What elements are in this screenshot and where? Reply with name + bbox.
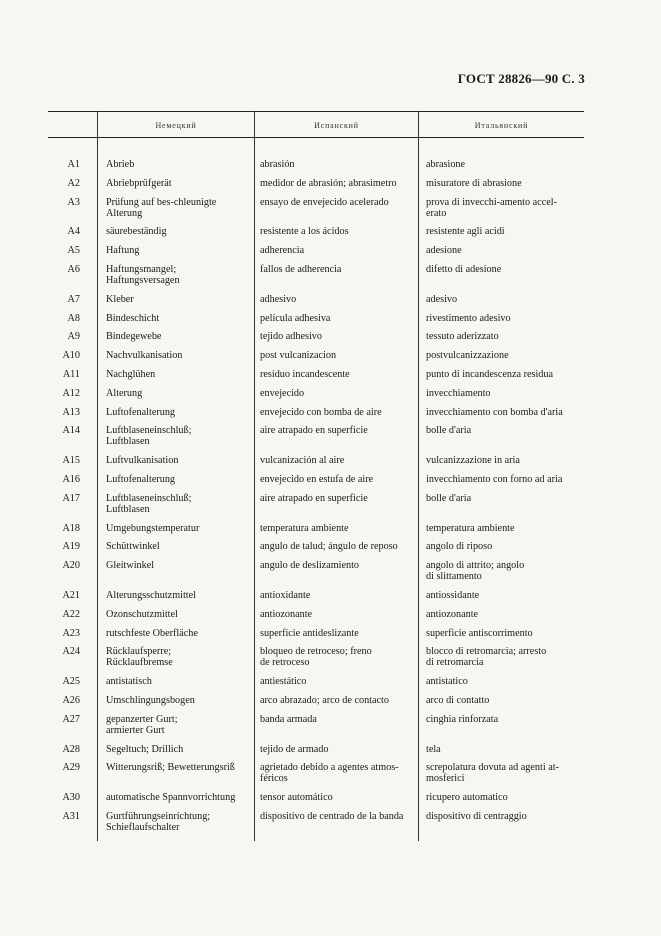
term-italian	[426, 407, 586, 418]
term-code: A2	[67, 177, 80, 189]
term-spanish-line: envejecido	[260, 387, 305, 399]
term-spanish	[260, 226, 420, 237]
term-spanish	[260, 425, 420, 436]
table-row	[48, 388, 584, 407]
term-code: A30	[62, 792, 80, 804]
term-code: A8	[67, 312, 80, 324]
term-italian-line: prova di invecchi-amento accel-	[426, 196, 557, 208]
table-row	[48, 331, 584, 350]
terms-table-body	[48, 159, 584, 841]
term-italian-line: mosferici	[426, 773, 465, 785]
term-italian-line: arco di contatto	[426, 694, 490, 706]
term-german-line: armierter Gurt	[106, 724, 165, 736]
term-italian	[426, 245, 586, 256]
table-row	[48, 474, 584, 493]
term-spanish-line: tejido de armado	[260, 743, 329, 755]
term-italian-line: rivestimento adesivo	[426, 312, 511, 324]
term-italian	[426, 628, 586, 639]
term-italian	[426, 695, 586, 706]
term-german-line: Schüttwinkel	[106, 541, 160, 553]
term-german	[106, 331, 256, 342]
term-italian	[426, 350, 586, 361]
term-spanish-line: envejecido en estufa de aire	[260, 473, 374, 485]
term-spanish	[260, 646, 420, 668]
term-italian-line: temperatura ambiente	[426, 522, 515, 534]
term-italian	[426, 226, 586, 237]
term-italian	[426, 541, 586, 552]
term-italian-line: angolo di attrito; angolo	[426, 560, 525, 572]
term-code: A12	[62, 387, 80, 399]
term-code: A5	[67, 245, 80, 257]
term-spanish	[260, 264, 420, 275]
term-spanish	[260, 744, 420, 755]
table-row	[48, 541, 584, 560]
term-code: A1	[67, 159, 80, 170]
term-spanish-line: adhesivo	[260, 293, 297, 305]
term-italian-line: abrasione	[426, 159, 466, 170]
table-row	[48, 560, 584, 590]
term-spanish	[260, 628, 420, 639]
term-spanish-line: angulo de deslizamiento	[260, 560, 360, 572]
term-code: A24	[62, 646, 80, 658]
term-italian-line: antistatico	[426, 676, 468, 688]
term-spanish-line: tejido adhesivo	[260, 331, 322, 343]
term-german-line: Luftvulkanisation	[106, 455, 179, 467]
term-spanish-line: ensayo de envejecido acelerado	[260, 196, 389, 208]
term-german	[106, 762, 256, 773]
term-german-line: Alterung	[106, 387, 143, 399]
term-german	[106, 294, 256, 305]
term-spanish	[260, 178, 420, 189]
term-spanish-line: adherencia	[260, 245, 305, 257]
term-spanish	[260, 331, 420, 342]
table-row	[48, 811, 584, 841]
term-spanish	[260, 313, 420, 324]
term-code: A25	[62, 676, 80, 688]
term-italian-line: superficie antiscorrimento	[426, 627, 533, 639]
term-italian	[426, 197, 586, 219]
term-italian	[426, 425, 586, 436]
term-spanish-line: medidor de abrasión; abrasimetro	[260, 177, 397, 189]
term-code: A11	[62, 368, 80, 380]
term-german-line: Nachvulkanisation	[106, 350, 183, 362]
term-spanish-line: post vulcanizacion	[260, 350, 337, 362]
table-row	[48, 264, 584, 294]
term-italian-line: invecchiamento con bomba d'aria	[426, 406, 563, 418]
term-german	[106, 676, 256, 687]
term-italian	[426, 369, 586, 380]
table-row	[48, 762, 584, 792]
table-row	[48, 159, 584, 178]
term-german	[106, 455, 256, 466]
term-italian	[426, 646, 586, 668]
term-german-line: Nachglühen	[106, 368, 156, 380]
term-code: A14	[62, 425, 80, 437]
term-italian-line: di slittamento	[426, 571, 482, 583]
term-spanish	[260, 714, 420, 725]
term-spanish-line: banda armada	[260, 713, 317, 725]
term-code: A21	[62, 589, 80, 601]
term-italian	[426, 609, 586, 620]
term-spanish-line: arco abrazado; arco de contacto	[260, 694, 389, 706]
term-german	[106, 493, 256, 515]
term-german-line: Abrieb	[106, 159, 135, 170]
term-german-line: automatische Spannvorrichtung	[106, 792, 236, 804]
term-code: A20	[62, 560, 80, 572]
term-italian-line: punto di incandescenza residua	[426, 368, 554, 380]
term-german-line: Umgebungstemperatur	[106, 522, 200, 534]
term-german-line: Alterungsschutzmittel	[106, 589, 196, 601]
term-code: A29	[62, 762, 80, 774]
term-spanish	[260, 197, 420, 208]
term-german	[106, 407, 256, 418]
term-italian-line: ricupero automatico	[426, 792, 508, 804]
term-spanish-line: antiestático	[260, 676, 307, 688]
table-row	[48, 609, 584, 628]
table-row	[48, 646, 584, 676]
term-german-line: rutschfeste Oberfläche	[106, 627, 198, 639]
term-german-line: Schieflaufschalter	[106, 821, 180, 833]
term-german-line: Prüfung auf bes-chleunigte	[106, 196, 217, 208]
term-german-line: Kleber	[106, 293, 134, 305]
table-row	[48, 294, 584, 313]
term-italian-line: dispositivo di centraggio	[426, 810, 527, 822]
term-spanish	[260, 474, 420, 485]
term-code: A27	[62, 713, 80, 725]
table-row	[48, 369, 584, 388]
table-row	[48, 245, 584, 264]
term-italian-line: antiossidante	[426, 589, 480, 601]
term-german	[106, 792, 256, 803]
table-row	[48, 695, 584, 714]
term-code: A26	[62, 694, 80, 706]
term-italian-line: invecchiamento con forno ad aria	[426, 473, 563, 485]
term-german-line: Luftblasen	[106, 503, 150, 515]
table-row	[48, 792, 584, 811]
term-german	[106, 628, 256, 639]
term-spanish-line: bloqueo de retroceso; freno	[260, 646, 372, 658]
term-italian-line: blocco di retromarcia; arresto	[426, 646, 547, 658]
term-spanish-line: fallos de adherencia	[260, 263, 342, 275]
term-code: A15	[62, 455, 80, 467]
term-code: A19	[62, 541, 80, 553]
term-spanish-line: de retroceso	[260, 657, 310, 669]
term-german-line: Bindegewebe	[106, 331, 162, 343]
page-header: ГОСТ 28826—90 С. 3	[457, 71, 585, 86]
term-spanish-line: antioxidante	[260, 589, 311, 601]
term-german-line: Witterungsriß; Bewetterungsriß	[106, 762, 235, 774]
term-italian	[426, 762, 586, 784]
term-spanish	[260, 455, 420, 466]
term-german-line: antistatisch	[106, 676, 152, 688]
term-italian	[426, 523, 586, 534]
term-italian	[426, 331, 586, 342]
term-german-line: Segeltuch; Drillich	[106, 743, 184, 755]
term-german	[106, 560, 256, 571]
term-german-line: Luftblaseneinschluß;	[106, 492, 192, 504]
term-german-line: Haftungsversagen	[106, 274, 180, 286]
term-german	[106, 197, 256, 219]
term-spanish	[260, 159, 420, 170]
term-spanish	[260, 369, 420, 380]
term-spanish-line: residuo incandescente	[260, 368, 350, 380]
term-spanish	[260, 609, 420, 620]
term-code: A4	[67, 226, 80, 238]
table-row	[48, 350, 584, 369]
term-german	[106, 388, 256, 399]
table-row	[48, 493, 584, 523]
term-german-line: Alterung	[106, 207, 143, 219]
term-code: A6	[67, 263, 80, 275]
table-row	[48, 628, 584, 647]
term-code: A16	[62, 473, 80, 485]
term-german	[106, 159, 256, 170]
term-german-line: Luftblaseneinschluß;	[106, 425, 192, 437]
term-code: A18	[62, 522, 80, 534]
term-spanish-line: féricos	[260, 773, 288, 785]
table-row	[48, 714, 584, 744]
term-spanish	[260, 388, 420, 399]
term-code: A10	[62, 350, 80, 362]
term-spanish-line: envejecido con bomba de aire	[260, 406, 382, 418]
term-code: A31	[62, 810, 80, 822]
term-german	[106, 590, 256, 601]
table-row	[48, 676, 584, 695]
term-spanish	[260, 407, 420, 418]
term-german	[106, 695, 256, 706]
term-italian-line: difetto di adesione	[426, 263, 502, 275]
term-spanish-line: resistente a los ácidos	[260, 226, 349, 238]
term-spanish	[260, 792, 420, 803]
term-german	[106, 474, 256, 485]
column-header-spanish: Испанский	[314, 121, 359, 130]
term-german-line: Luftofenalterung	[106, 406, 176, 418]
term-italian	[426, 294, 586, 305]
term-italian-line: screpolatura dovuta ad agenti at-	[426, 762, 559, 774]
term-german	[106, 541, 256, 552]
term-spanish-line: película adhesiva	[260, 312, 331, 324]
term-code: A9	[67, 331, 80, 343]
table-row	[48, 425, 584, 455]
term-spanish	[260, 350, 420, 361]
table-top-rule	[48, 111, 584, 112]
term-code: A17	[62, 492, 80, 504]
term-italian-line: di retromarcia	[426, 657, 484, 669]
term-german-line: Rücklaufbremse	[106, 657, 173, 669]
term-italian	[426, 590, 586, 601]
term-german-line: Abriebprüfgerät	[106, 177, 172, 189]
term-german-line: Umschlingungsbogen	[106, 694, 195, 706]
term-german	[106, 744, 256, 755]
term-italian-line: vulcanizzazione in aria	[426, 455, 520, 467]
term-spanish-line: temperatura ambiente	[260, 522, 349, 534]
term-german-line: Gurtführungseinrichtung;	[106, 810, 211, 822]
term-italian-line: bolle d'aria	[426, 492, 472, 504]
table-row	[48, 226, 584, 245]
term-italian	[426, 455, 586, 466]
term-german-line: Luftblasen	[106, 436, 150, 448]
term-spanish-line: abrasión	[260, 159, 295, 170]
term-german-line: Rücklaufsperre;	[106, 646, 172, 658]
term-italian-line: angolo di riposo	[426, 541, 493, 553]
term-german-line: Luftofenalterung	[106, 473, 176, 485]
term-german	[106, 245, 256, 256]
table-row	[48, 744, 584, 763]
term-spanish-line: tensor automático	[260, 792, 333, 804]
term-german	[106, 811, 256, 833]
term-german	[106, 178, 256, 189]
term-italian	[426, 159, 586, 170]
term-italian-line: invecchiamento	[426, 387, 491, 399]
term-german-line: Bindeschicht	[106, 312, 160, 324]
table-row	[48, 407, 584, 426]
term-italian	[426, 560, 586, 582]
term-spanish	[260, 245, 420, 256]
term-italian	[426, 714, 586, 725]
term-italian-line: erato	[426, 207, 447, 219]
term-german	[106, 646, 256, 668]
term-spanish-line: aire atrapado en superficie	[260, 425, 368, 437]
term-italian-line: misuratore di abrasione	[426, 177, 522, 189]
term-spanish-line: dispositivo de centrado de la banda	[260, 810, 404, 822]
term-italian	[426, 744, 586, 755]
table-row	[48, 590, 584, 609]
table-row	[48, 455, 584, 474]
term-italian-line: resistente agli acidi	[426, 226, 505, 238]
column-header-italian: Итальянский	[474, 121, 529, 130]
term-german	[106, 264, 256, 286]
term-italian	[426, 264, 586, 275]
term-italian-line: adesione	[426, 245, 462, 257]
term-spanish	[260, 493, 420, 504]
column-header-german: Немецкий	[155, 121, 197, 130]
term-german	[106, 350, 256, 361]
term-spanish-line: antiozonante	[260, 608, 313, 620]
term-german-line: Haftung	[106, 245, 140, 257]
term-german-line: Ozonschutzmittel	[106, 608, 178, 620]
term-code: A13	[62, 406, 80, 418]
term-spanish-line: agrietado debido a agentes atmos-	[260, 762, 399, 774]
term-spanish-line: superficie antideslizante	[260, 627, 359, 639]
term-italian	[426, 388, 586, 399]
term-italian-line: tela	[426, 743, 441, 755]
term-code: A3	[67, 196, 80, 208]
term-code: A23	[62, 627, 80, 639]
term-italian	[426, 676, 586, 687]
term-code: A7	[67, 293, 80, 305]
term-german	[106, 425, 256, 447]
term-german	[106, 369, 256, 380]
table-row	[48, 523, 584, 542]
term-german	[106, 313, 256, 324]
term-spanish	[260, 811, 420, 822]
term-italian	[426, 474, 586, 485]
term-german	[106, 714, 256, 736]
term-spanish	[260, 695, 420, 706]
term-italian-line: tessuto aderizzato	[426, 331, 499, 343]
term-german-line: Gleitwinkel	[106, 560, 155, 572]
term-spanish-line: vulcanización al aire	[260, 455, 345, 467]
term-german	[106, 226, 256, 237]
term-spanish	[260, 560, 420, 571]
term-italian-line: adesivo	[426, 293, 458, 305]
term-italian	[426, 178, 586, 189]
term-spanish	[260, 762, 420, 784]
term-spanish	[260, 523, 420, 534]
term-code: A28	[62, 743, 80, 755]
term-italian-line: bolle d'aria	[426, 425, 472, 437]
table-row	[48, 178, 584, 197]
term-spanish-line: aire atrapado en superficie	[260, 492, 368, 504]
term-italian	[426, 811, 586, 822]
term-spanish-line: angulo de talud; ángulo de reposo	[260, 541, 398, 553]
term-italian-line: cinghia rinforzata	[426, 713, 499, 725]
term-italian	[426, 493, 586, 504]
term-italian	[426, 313, 586, 324]
term-spanish	[260, 541, 420, 552]
term-german-line: Haftungsmangel;	[106, 263, 177, 275]
term-german	[106, 523, 256, 534]
term-german-line: gepanzerter Gurt;	[106, 713, 178, 725]
table-row	[48, 313, 584, 332]
term-spanish	[260, 294, 420, 305]
term-spanish	[260, 590, 420, 601]
table-row	[48, 197, 584, 227]
term-german-line: säurebeständig	[106, 226, 167, 238]
table-header-rule	[48, 137, 584, 138]
term-italian-line: postvulcanizzazione	[426, 350, 509, 362]
term-italian	[426, 792, 586, 803]
term-german	[106, 609, 256, 620]
term-code: A22	[62, 608, 80, 620]
term-italian-line: antiozonante	[426, 608, 479, 620]
term-spanish	[260, 676, 420, 687]
